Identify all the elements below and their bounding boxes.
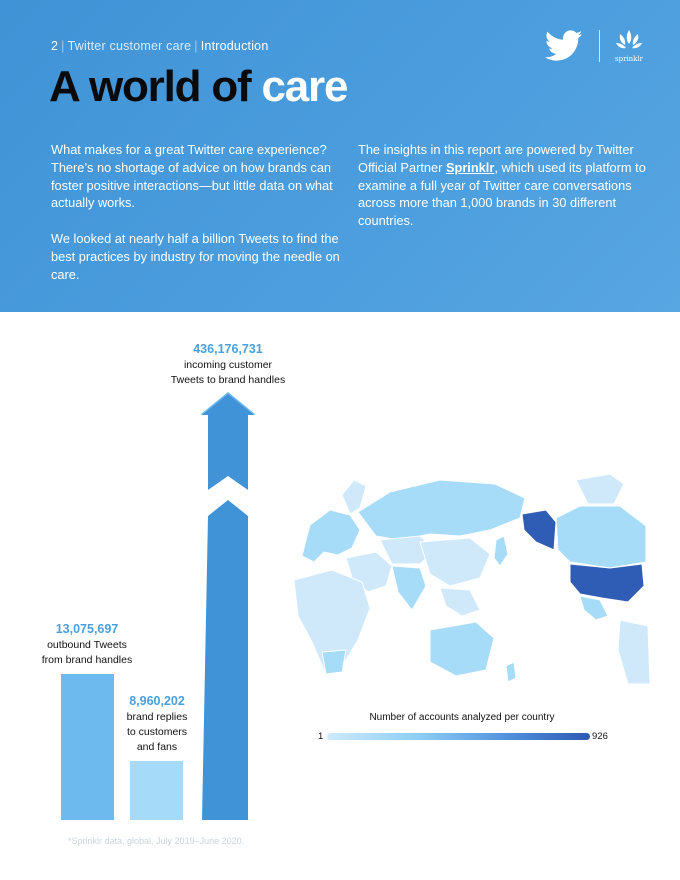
map-greenland	[576, 474, 624, 504]
hero-banner	[0, 0, 680, 312]
legend-gradient-bar	[327, 733, 590, 740]
intro-paragraph-1: What makes for a great Twitter care experience? There’s no shortage of advice on how brands can foster positive interactions—but little data on what actually works.	[51, 142, 333, 211]
map-new-zealand	[506, 662, 516, 682]
sprinklr-wordmark: sprinklr	[615, 55, 643, 63]
legend-title: Number of accounts analyzed per country	[369, 712, 555, 723]
replies-label-3: and fans	[136, 741, 178, 753]
incoming-label-2: Tweets to brand handles	[170, 374, 286, 386]
map-china	[420, 538, 490, 586]
intro-paragraph-3	[358, 141, 658, 230]
incoming-label-1: incoming customer	[183, 359, 273, 371]
footnote: *Sprinklr data, global, July 2019–June 2020.	[68, 836, 245, 846]
map-mexico	[580, 596, 608, 620]
breadcrumb-current: Introduction	[200, 39, 269, 53]
map-europe	[302, 510, 360, 562]
intro-text-before-link: The insights in this report are powered by Twitter Official Partner	[358, 142, 634, 175]
intro-text-after-link: , which used its platform to examine a full year of Twitter care conversations across more than 1,000 brands in 30 different countries.	[358, 159, 646, 229]
world-map	[280, 470, 650, 685]
map-russia	[358, 480, 525, 540]
page-title	[49, 62, 347, 112]
incoming-arrow-bar	[196, 390, 260, 822]
incoming-stat	[150, 342, 306, 388]
breadcrumb: 2 | Twitter customer care | Introduction	[51, 39, 269, 53]
sprinklr-logo	[614, 28, 644, 64]
sprinklr-link[interactable]: Sprinklr	[445, 159, 495, 175]
breadcrumb-section: Twitter customer care	[67, 39, 192, 53]
intro-right-column	[358, 141, 658, 248]
replies-stat	[118, 694, 196, 755]
outbound-bar	[61, 674, 114, 820]
outbound-stat	[30, 622, 144, 668]
map-india	[392, 566, 426, 610]
legend-max-label: 926	[592, 731, 608, 742]
logo-divider	[599, 30, 600, 62]
legend-min-label: 1	[318, 731, 324, 742]
page-number: 2	[51, 39, 59, 53]
replies-bar	[130, 761, 183, 820]
map-south-africa	[322, 650, 346, 674]
map-japan	[494, 536, 508, 566]
map-south-america	[618, 620, 650, 684]
outbound-label-1: outbound Tweets	[47, 639, 127, 651]
outbound-label-2: from brand handles	[41, 654, 133, 666]
map-canada	[556, 506, 646, 568]
replies-label-1: brand replies	[126, 711, 188, 723]
intro-paragraph-2: We looked at nearly half a billion Tweets to find the best practices by industry for moving the needle on care.	[51, 230, 340, 282]
logo-group	[545, 28, 644, 64]
intro-left-column	[51, 141, 341, 301]
replies-label-2: to customers	[126, 726, 188, 738]
outbound-value: 13,075,697	[55, 622, 119, 636]
twitter-bird-icon	[545, 30, 583, 62]
map-southeast-asia	[440, 588, 480, 616]
incoming-value: 436,176,731	[193, 342, 263, 356]
map-australia	[430, 622, 494, 676]
title-accent: care	[261, 62, 348, 111]
sprinklr-drops-icon	[614, 28, 644, 54]
title-main: A world of	[49, 62, 262, 111]
map-alaska	[522, 510, 556, 550]
replies-value: 8,960,202	[129, 694, 185, 708]
